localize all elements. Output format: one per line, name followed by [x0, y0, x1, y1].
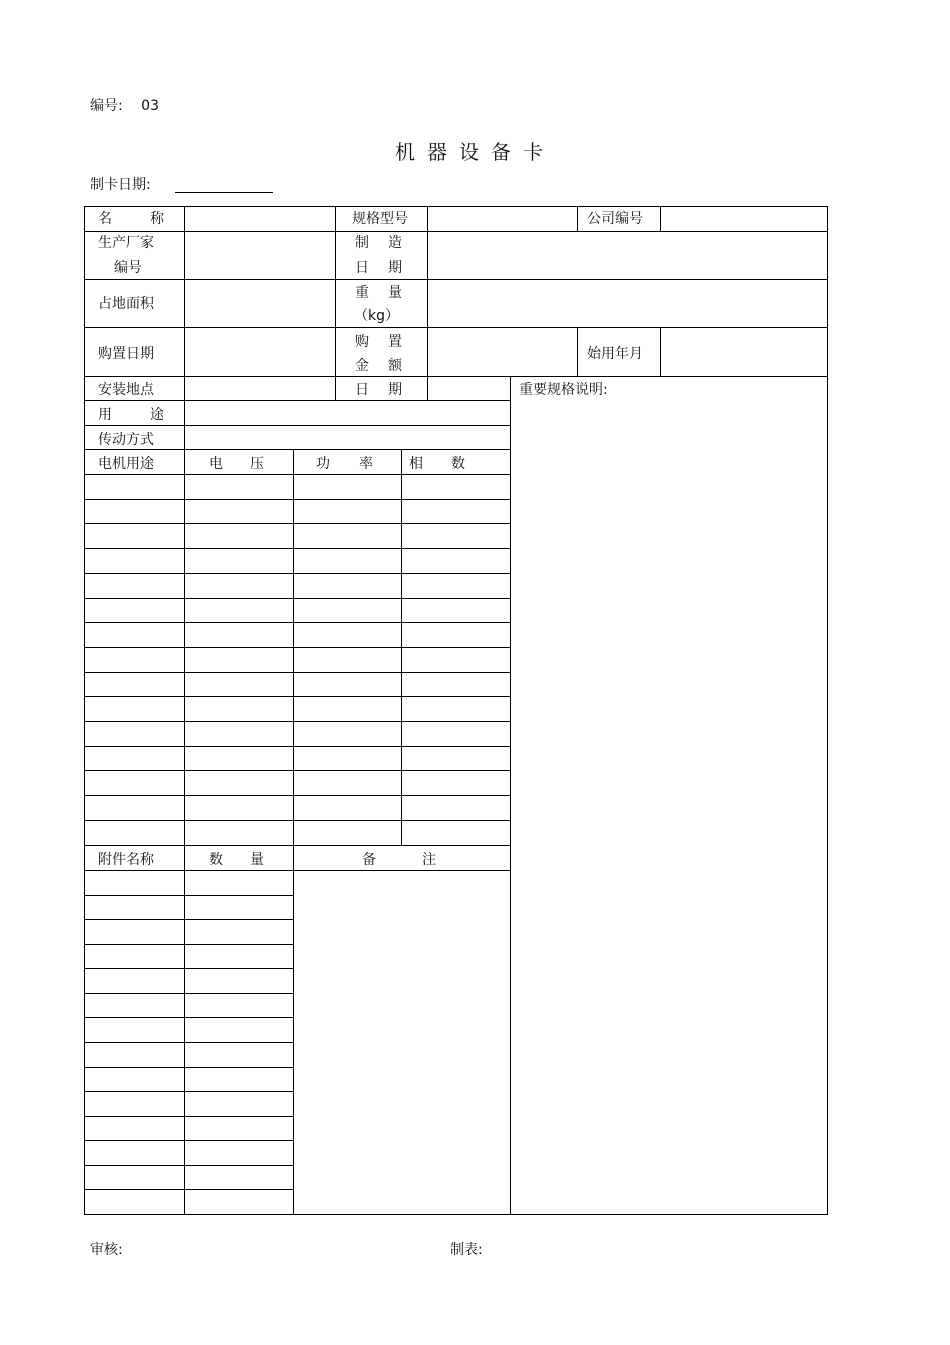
motor-row-line: [84, 672, 511, 673]
motor-row-line: [84, 647, 511, 648]
label-floor-area: 占地面积: [98, 296, 154, 312]
form-border-top: [84, 206, 828, 207]
accessory-row-line: [84, 1067, 294, 1068]
accessory-header-remarks: 备 注: [362, 852, 436, 868]
grid-vline: [293, 845, 294, 1215]
label-manufacture-date-1: 制 造: [355, 235, 402, 251]
accessory-row-line: [84, 993, 294, 994]
accessory-header-line: [84, 870, 511, 871]
accessory-header-name: 附件名称: [98, 852, 154, 868]
label-purchase-amount-2: 金 额: [355, 358, 402, 374]
page-title: 机器设备卡: [395, 140, 555, 164]
motor-header-power: 功 率: [316, 456, 373, 472]
motor-header-voltage: 电 压: [209, 456, 264, 472]
card-date-field[interactable]: [175, 192, 273, 193]
label-company-code: 公司编号: [587, 211, 643, 227]
grid-vline: [577, 206, 578, 232]
label-manufacturer-no: 编号: [114, 260, 142, 276]
motor-header-phase: 相 数: [409, 456, 465, 472]
grid-vline: [335, 206, 336, 401]
grid-hline: [84, 376, 828, 377]
grid-hline: [84, 449, 511, 450]
motor-row-line: [84, 523, 511, 524]
label-manufacturer: 生产厂家: [98, 235, 154, 251]
grid-hline: [84, 474, 511, 475]
accessory-row-line: [84, 968, 294, 969]
label-weight-unit: （kg）: [354, 308, 399, 324]
card-date-label: 制卡日期:: [90, 177, 151, 193]
form-border-left: [84, 206, 85, 1215]
accessory-header-qty: 数 量: [209, 852, 264, 868]
motor-row-line: [84, 622, 511, 623]
motor-row-line: [84, 696, 511, 697]
label-install-location: 安装地点: [98, 382, 154, 398]
motor-row-line: [84, 820, 511, 821]
form-border-bottom: [84, 1214, 828, 1215]
accessory-row-line: [84, 1140, 294, 1141]
label-name: 名 称: [98, 211, 164, 227]
grid-vline: [660, 206, 661, 232]
accessory-row-line: [84, 895, 294, 896]
label-install-date: 日 期: [355, 382, 402, 398]
label-weight: 重 量: [355, 285, 402, 301]
label-manufacture-date-2: 日 期: [355, 260, 402, 276]
form-border-right: [827, 206, 828, 1215]
grid-vline: [401, 449, 402, 846]
motor-row-line: [84, 845, 511, 846]
label-spec-model: 规格型号: [352, 211, 408, 227]
form-number-value: 03: [141, 98, 159, 114]
accessory-row-line: [84, 1116, 294, 1117]
motor-row-line: [84, 573, 511, 574]
grid-hline: [84, 327, 828, 328]
grid-hline: [84, 279, 828, 280]
accessory-row-line: [84, 919, 294, 920]
grid-hline: [84, 400, 511, 401]
grid-vline: [660, 327, 661, 377]
prepared-label: 制表:: [450, 1242, 483, 1258]
motor-row-line: [84, 721, 511, 722]
label-usage: 用 途: [98, 407, 164, 423]
label-start-use: 始用年月: [587, 346, 643, 362]
form-number-label: 编号:: [90, 98, 123, 114]
grid-vline: [577, 327, 578, 377]
label-drive-mode: 传动方式: [98, 432, 154, 448]
accessory-row-line: [84, 1189, 294, 1190]
accessory-row-line: [84, 1017, 294, 1018]
grid-vline: [184, 845, 185, 1215]
motor-row-line: [84, 746, 511, 747]
motor-row-line: [84, 499, 511, 500]
accessory-row-line: [84, 944, 294, 945]
grid-hline: [84, 231, 828, 232]
form-number: [90, 95, 159, 115]
motor-row-line: [84, 598, 511, 599]
motor-row-line: [84, 795, 511, 796]
grid-vline: [184, 449, 185, 846]
grid-vline: [293, 449, 294, 846]
grid-hline: [84, 425, 511, 426]
motor-row-line: [84, 770, 511, 771]
accessory-row-line: [84, 1091, 294, 1092]
motor-header-usage: 电机用途: [98, 456, 154, 472]
review-label: 审核:: [90, 1242, 123, 1258]
label-purchase-amount-1: 购 置: [355, 334, 402, 350]
label-spec-notes: 重要规格说明:: [519, 382, 608, 398]
accessory-row-line: [84, 1165, 294, 1166]
grid-vline: [184, 206, 185, 377]
accessory-row-line: [84, 1042, 294, 1043]
grid-vline: [427, 206, 428, 401]
motor-row-line: [84, 548, 511, 549]
label-purchase-date: 购置日期: [98, 346, 154, 362]
